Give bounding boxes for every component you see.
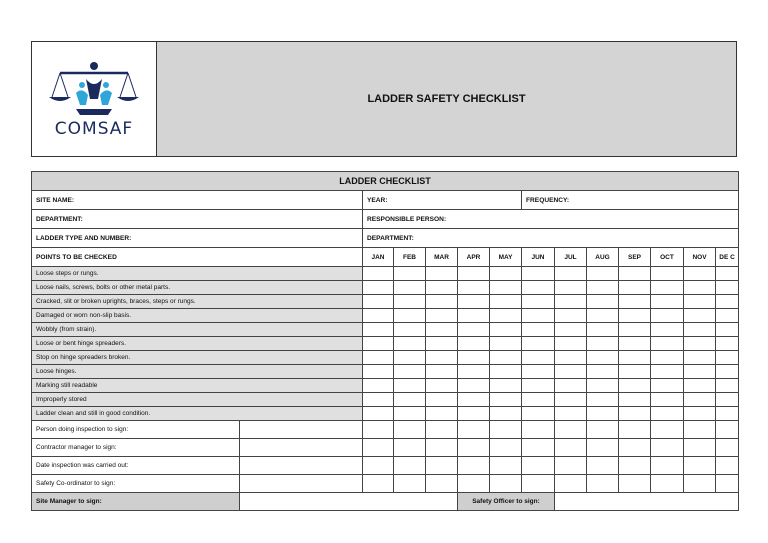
check-cell[interactable] xyxy=(619,337,651,351)
check-cell[interactable] xyxy=(363,475,394,493)
check-cell[interactable] xyxy=(651,457,684,475)
month-header: AUG xyxy=(587,248,619,267)
checklist-item-label: Loose steps or rungs. xyxy=(32,267,363,281)
check-cell[interactable] xyxy=(394,337,426,351)
check-cell[interactable] xyxy=(684,267,716,281)
check-cell[interactable] xyxy=(394,323,426,337)
check-cell[interactable] xyxy=(619,379,651,393)
check-cell[interactable] xyxy=(363,281,394,295)
logo-text: COMSAF xyxy=(54,119,134,139)
check-cell[interactable] xyxy=(619,457,651,475)
check-cell[interactable] xyxy=(394,393,426,407)
signature-label: Safety Co-ordinator to sign: xyxy=(32,475,240,493)
check-cell[interactable] xyxy=(490,267,522,281)
check-cell[interactable] xyxy=(716,351,739,365)
check-cell[interactable] xyxy=(716,379,739,393)
check-cell[interactable] xyxy=(458,439,490,457)
check-cell[interactable] xyxy=(684,351,716,365)
check-cell[interactable] xyxy=(490,407,522,421)
month-header: JUL xyxy=(555,248,587,267)
check-cell[interactable] xyxy=(394,295,426,309)
check-cell[interactable] xyxy=(587,421,619,439)
signature-label: Person doing inspection to sign: xyxy=(32,421,240,439)
check-cell[interactable] xyxy=(458,337,490,351)
check-cell[interactable] xyxy=(684,337,716,351)
month-header: JUN xyxy=(522,248,555,267)
checklist-item-row xyxy=(32,281,739,295)
check-cell[interactable] xyxy=(458,295,490,309)
check-cell[interactable] xyxy=(363,267,394,281)
signature-field[interactable] xyxy=(240,475,363,493)
check-cell[interactable] xyxy=(651,267,684,281)
check-cell[interactable] xyxy=(522,421,555,439)
responsible-person-field[interactable]: RESPONSIBLE PERSON: xyxy=(363,210,739,229)
check-cell[interactable] xyxy=(490,351,522,365)
check-cell[interactable] xyxy=(426,439,458,457)
month-header: NOV xyxy=(684,248,716,267)
checklist-item-row xyxy=(32,393,739,407)
checklist-item-label: Loose hinges. xyxy=(32,365,363,379)
check-cell[interactable] xyxy=(651,393,684,407)
check-cell[interactable] xyxy=(619,421,651,439)
check-cell[interactable] xyxy=(458,407,490,421)
check-cell[interactable] xyxy=(490,421,522,439)
check-cell[interactable] xyxy=(651,475,684,493)
check-cell[interactable] xyxy=(716,281,739,295)
check-cell[interactable] xyxy=(651,309,684,323)
checklist-item-label: Improperly stored xyxy=(32,393,363,407)
check-cell[interactable] xyxy=(394,379,426,393)
check-cell[interactable] xyxy=(458,457,490,475)
check-cell[interactable] xyxy=(651,421,684,439)
check-cell[interactable] xyxy=(684,281,716,295)
check-cell[interactable] xyxy=(426,309,458,323)
safety-officer-sign-field[interactable] xyxy=(555,493,739,511)
check-cell[interactable] xyxy=(426,281,458,295)
check-cell[interactable] xyxy=(684,407,716,421)
check-cell[interactable] xyxy=(363,379,394,393)
check-cell[interactable] xyxy=(619,267,651,281)
check-cell[interactable] xyxy=(458,281,490,295)
checklist-item-row xyxy=(32,337,739,351)
check-cell[interactable] xyxy=(363,351,394,365)
months-header-row xyxy=(32,248,739,267)
check-cell[interactable] xyxy=(363,393,394,407)
check-cell[interactable] xyxy=(394,475,426,493)
check-cell[interactable] xyxy=(522,281,555,295)
month-header: DE C xyxy=(716,248,739,267)
month-header: JAN xyxy=(363,248,394,267)
check-cell[interactable] xyxy=(555,421,587,439)
check-cell[interactable] xyxy=(555,309,587,323)
check-cell[interactable] xyxy=(587,309,619,323)
check-cell[interactable] xyxy=(684,457,716,475)
check-cell[interactable] xyxy=(619,323,651,337)
check-cell[interactable] xyxy=(522,267,555,281)
frequency-field[interactable]: FREQUENCY: xyxy=(522,191,739,210)
check-cell[interactable] xyxy=(716,323,739,337)
check-cell[interactable] xyxy=(684,323,716,337)
month-header: MAR xyxy=(426,248,458,267)
check-cell[interactable] xyxy=(587,337,619,351)
check-cell[interactable] xyxy=(522,337,555,351)
signature-field[interactable] xyxy=(240,421,363,439)
check-cell[interactable] xyxy=(490,439,522,457)
document-header xyxy=(31,41,737,157)
check-cell[interactable] xyxy=(555,439,587,457)
checklist-item-row xyxy=(32,351,739,365)
check-cell[interactable] xyxy=(394,457,426,475)
check-cell[interactable] xyxy=(684,475,716,493)
checklist-item-row xyxy=(32,295,739,309)
check-cell[interactable] xyxy=(363,365,394,379)
signature-field[interactable] xyxy=(240,457,363,475)
check-cell[interactable] xyxy=(684,393,716,407)
check-cell[interactable] xyxy=(458,421,490,439)
check-cell[interactable] xyxy=(716,365,739,379)
check-cell[interactable] xyxy=(619,309,651,323)
check-cell[interactable] xyxy=(684,365,716,379)
site-name-field[interactable]: SITE NAME: xyxy=(32,191,363,210)
check-cell[interactable] xyxy=(490,323,522,337)
check-cell[interactable] xyxy=(555,267,587,281)
check-cell[interactable] xyxy=(555,457,587,475)
check-cell[interactable] xyxy=(716,337,739,351)
check-cell[interactable] xyxy=(363,337,394,351)
check-cell[interactable] xyxy=(426,323,458,337)
check-cell[interactable] xyxy=(394,309,426,323)
check-cell[interactable] xyxy=(522,393,555,407)
department-field-2[interactable]: DEPARTMENT: xyxy=(363,229,739,248)
check-cell[interactable] xyxy=(426,407,458,421)
check-cell[interactable] xyxy=(716,267,739,281)
checklist-item-row xyxy=(32,379,739,393)
year-field[interactable]: YEAR: xyxy=(363,191,522,210)
checklist-item-row xyxy=(32,267,739,281)
check-cell[interactable] xyxy=(394,421,426,439)
check-cell[interactable] xyxy=(587,407,619,421)
check-cell[interactable] xyxy=(684,295,716,309)
check-cell[interactable] xyxy=(684,379,716,393)
check-cell[interactable] xyxy=(394,267,426,281)
title-cell xyxy=(157,42,736,156)
logo xyxy=(32,42,157,156)
check-cell[interactable] xyxy=(490,475,522,493)
check-cell[interactable] xyxy=(426,351,458,365)
signature-label: Date inspection was carried out: xyxy=(32,457,240,475)
check-cell[interactable] xyxy=(522,323,555,337)
checklist-item-row xyxy=(32,323,739,337)
check-cell[interactable] xyxy=(716,295,739,309)
check-cell[interactable] xyxy=(555,281,587,295)
check-cell[interactable] xyxy=(684,309,716,323)
points-header: POINTS TO BE CHECKED xyxy=(32,248,363,267)
check-cell[interactable] xyxy=(587,295,619,309)
check-cell[interactable] xyxy=(651,281,684,295)
check-cell[interactable] xyxy=(363,323,394,337)
check-cell[interactable] xyxy=(555,379,587,393)
check-cell[interactable] xyxy=(555,351,587,365)
check-cell[interactable] xyxy=(522,365,555,379)
month-header: OCT xyxy=(651,248,684,267)
check-cell[interactable] xyxy=(522,351,555,365)
check-cell[interactable] xyxy=(426,475,458,493)
check-cell[interactable] xyxy=(458,379,490,393)
check-cell[interactable] xyxy=(363,439,394,457)
check-cell[interactable] xyxy=(458,323,490,337)
checklist-item-label: Loose nails, screws, bolts or other metal parts. xyxy=(32,281,363,295)
check-cell[interactable] xyxy=(555,393,587,407)
site-manager-sign-label: Site Manager to sign: xyxy=(32,493,240,511)
signature-row xyxy=(32,439,739,457)
check-cell[interactable] xyxy=(587,365,619,379)
footer-row xyxy=(32,493,739,511)
check-cell[interactable] xyxy=(651,351,684,365)
check-cell[interactable] xyxy=(651,439,684,457)
safety-officer-sign-label: Safety Officer to sign: xyxy=(458,493,555,511)
check-cell[interactable] xyxy=(490,457,522,475)
check-cell[interactable] xyxy=(394,365,426,379)
site-manager-sign-field[interactable] xyxy=(240,493,458,511)
check-cell[interactable] xyxy=(426,393,458,407)
signature-label: Contractor manager to sign: xyxy=(32,439,240,457)
check-cell[interactable] xyxy=(522,309,555,323)
check-cell[interactable] xyxy=(394,351,426,365)
check-cell[interactable] xyxy=(458,309,490,323)
check-cell[interactable] xyxy=(716,475,739,493)
check-cell[interactable] xyxy=(587,457,619,475)
check-cell[interactable] xyxy=(426,295,458,309)
checklist-item-label: Ladder clean and still in good condition. xyxy=(32,407,363,421)
check-cell[interactable] xyxy=(458,267,490,281)
check-cell[interactable] xyxy=(651,295,684,309)
checklist-item-label: Cracked, slit or broken uprights, braces, steps or rungs. xyxy=(32,295,363,309)
check-cell[interactable] xyxy=(490,393,522,407)
table-caption: LADDER CHECKLIST xyxy=(32,172,739,191)
signature-row xyxy=(32,421,739,439)
month-header: APR xyxy=(458,248,490,267)
check-cell[interactable] xyxy=(587,281,619,295)
check-cell[interactable] xyxy=(394,439,426,457)
check-cell[interactable] xyxy=(716,421,739,439)
check-cell[interactable] xyxy=(522,439,555,457)
check-cell[interactable] xyxy=(490,337,522,351)
signature-row xyxy=(32,475,739,493)
checklist-item-label: Loose or bent hinge spreaders. xyxy=(32,337,363,351)
check-cell[interactable] xyxy=(490,295,522,309)
checklist-item-row xyxy=(32,407,739,421)
check-cell[interactable] xyxy=(363,295,394,309)
check-cell[interactable] xyxy=(394,407,426,421)
check-cell[interactable] xyxy=(619,365,651,379)
page-title: LADDER SAFETY CHECKLIST xyxy=(367,93,526,105)
check-cell[interactable] xyxy=(651,323,684,337)
check-cell[interactable] xyxy=(555,407,587,421)
check-cell[interactable] xyxy=(522,475,555,493)
check-cell[interactable] xyxy=(716,393,739,407)
check-cell[interactable] xyxy=(555,365,587,379)
month-header: MAY xyxy=(490,248,522,267)
check-cell[interactable] xyxy=(716,457,739,475)
check-cell[interactable] xyxy=(555,323,587,337)
check-cell[interactable] xyxy=(587,323,619,337)
checklist-item-label: Damaged or worn non-slip basis. xyxy=(32,309,363,323)
check-cell[interactable] xyxy=(458,475,490,493)
check-cell[interactable] xyxy=(363,309,394,323)
check-cell[interactable] xyxy=(587,439,619,457)
check-cell[interactable] xyxy=(619,281,651,295)
check-cell[interactable] xyxy=(363,421,394,439)
check-cell[interactable] xyxy=(619,407,651,421)
month-header: SEP xyxy=(619,248,651,267)
check-cell[interactable] xyxy=(619,439,651,457)
check-cell[interactable] xyxy=(522,407,555,421)
check-cell[interactable] xyxy=(651,337,684,351)
check-cell[interactable] xyxy=(555,295,587,309)
check-cell[interactable] xyxy=(587,267,619,281)
check-cell[interactable] xyxy=(555,337,587,351)
check-cell[interactable] xyxy=(587,379,619,393)
check-cell[interactable] xyxy=(619,475,651,493)
checklist-item-label: Wobbly (from strain). xyxy=(32,323,363,337)
checklist-item-row xyxy=(32,365,739,379)
checklist-item-label: Stop on hinge spreaders broken. xyxy=(32,351,363,365)
checklist-item-label: Marking still readable xyxy=(32,379,363,393)
check-cell[interactable] xyxy=(490,281,522,295)
check-cell[interactable] xyxy=(426,379,458,393)
check-cell[interactable] xyxy=(490,309,522,323)
check-cell[interactable] xyxy=(684,421,716,439)
check-cell[interactable] xyxy=(555,475,587,493)
month-header: FEB xyxy=(394,248,426,267)
check-cell[interactable] xyxy=(684,439,716,457)
check-cell[interactable] xyxy=(426,457,458,475)
check-cell[interactable] xyxy=(619,295,651,309)
ladder-type-field[interactable]: LADDER TYPE AND NUMBER: xyxy=(32,229,363,248)
check-cell[interactable] xyxy=(490,379,522,393)
signature-row xyxy=(32,457,739,475)
check-cell[interactable] xyxy=(426,337,458,351)
check-cell[interactable] xyxy=(716,309,739,323)
check-cell[interactable] xyxy=(363,407,394,421)
check-cell[interactable] xyxy=(426,267,458,281)
check-cell[interactable] xyxy=(426,421,458,439)
check-cell[interactable] xyxy=(716,439,739,457)
check-cell[interactable] xyxy=(522,295,555,309)
check-cell[interactable] xyxy=(490,365,522,379)
check-cell[interactable] xyxy=(619,393,651,407)
check-cell[interactable] xyxy=(426,365,458,379)
check-cell[interactable] xyxy=(522,379,555,393)
check-cell[interactable] xyxy=(651,407,684,421)
signature-field[interactable] xyxy=(240,439,363,457)
ladder-checklist-table xyxy=(31,171,739,511)
check-cell[interactable] xyxy=(587,393,619,407)
checklist-item-row xyxy=(32,309,739,323)
check-cell[interactable] xyxy=(394,281,426,295)
check-cell[interactable] xyxy=(522,457,555,475)
check-cell[interactable] xyxy=(619,351,651,365)
check-cell[interactable] xyxy=(458,365,490,379)
check-cell[interactable] xyxy=(716,407,739,421)
check-cell[interactable] xyxy=(363,457,394,475)
check-cell[interactable] xyxy=(651,379,684,393)
check-cell[interactable] xyxy=(587,475,619,493)
department-field[interactable]: DEPARTMENT: xyxy=(32,210,363,229)
check-cell[interactable] xyxy=(458,351,490,365)
scales-of-justice-logo-icon xyxy=(46,59,142,117)
check-cell[interactable] xyxy=(458,393,490,407)
check-cell[interactable] xyxy=(651,365,684,379)
check-cell[interactable] xyxy=(587,351,619,365)
